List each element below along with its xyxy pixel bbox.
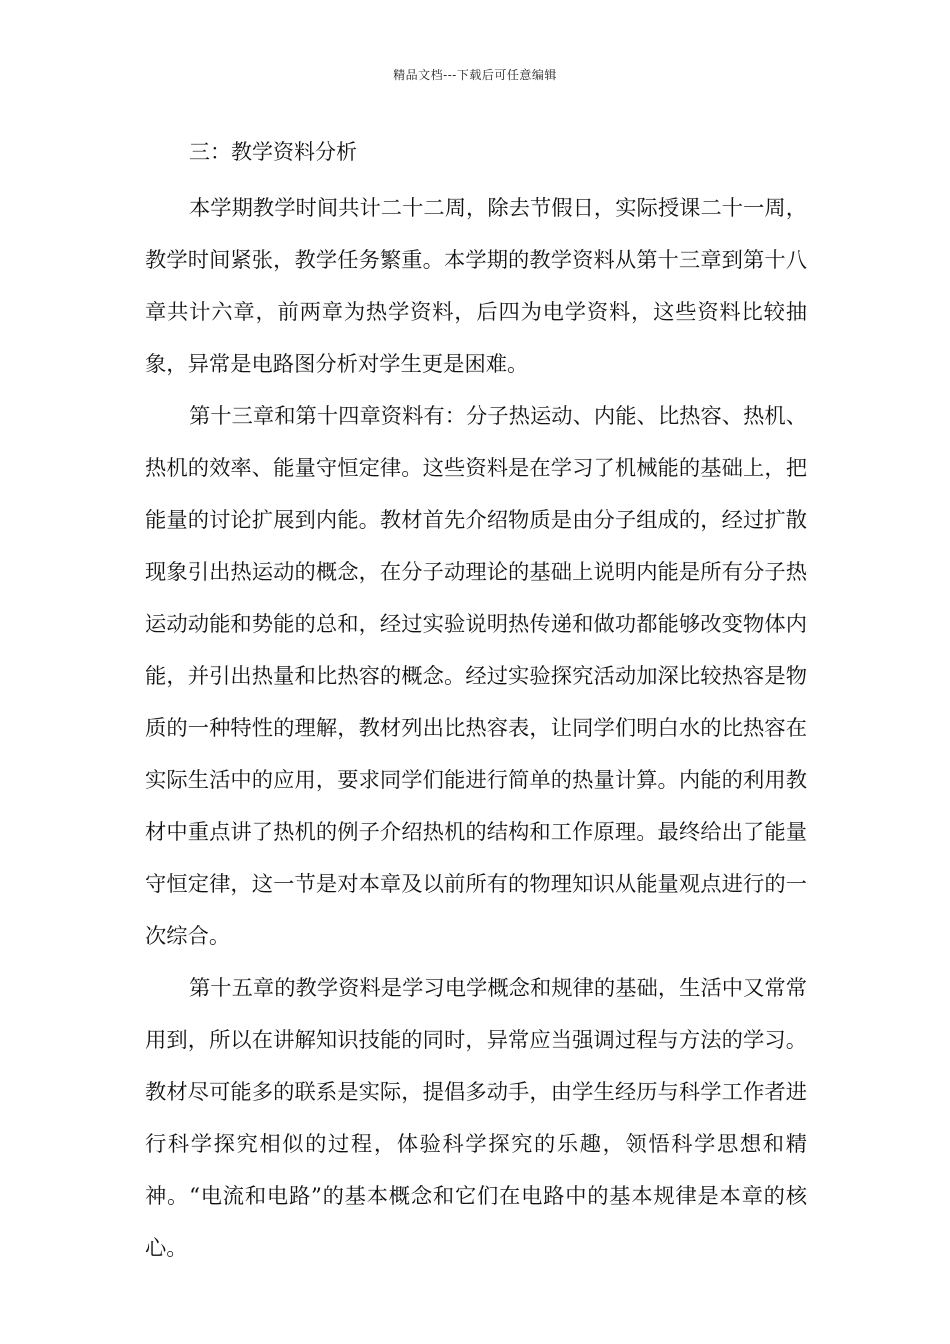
paragraph-1: 本学期教学时间共计二十二周，除去节假日，实际授课二十一周，教学时间紧张，教学任务繁重。本学期的教学资料从第十三章到第十八章共计六章，前两章为热学资料，后四为电学资料，这些资料比较抽象，异常是电路图分析对学生更是困难。: [145, 196, 807, 377]
document-body: [145, 131, 807, 1275]
paragraph-3: 第十五章的教学资料是学习电学概念和规律的基础，生活中又常常用到，所以在讲解知识技能的同时，异常应当强调过程与方法的学习。教材尽可能多的联系是实际，提倡多动手，由学生经历与科学工作者进行科学探究相似的过程，体验科学探究的乐趣，领悟科学思想和精神。“电流和电路”的基本概念和它们在电路中的基本规律是本章的核心。: [145, 976, 807, 1261]
page-header: 精品文档---下载后可任意编辑: [393, 68, 557, 82]
paragraph-2: 第十三章和第十四章资料有：分子热运动、内能、比热容、热机、热机的效率、能量守恒定律。这些资料是在学习了机械能的基础上，把能量的讨论扩展到内能。教材首先介绍物质是由分子组成的，经过扩散现象引出热运动的概念，在分子动理论的基础上说明内能是所有分子热运动动能和势能的总和，经过实验说明热传递和做功都能够改变物体内能，并引出热量和比热容的概念。经过实验探究活动加深比较热容是物质的一种特性的理解，教材列出比热容表，让同学们明白水的比热容在实际生活中的应用，要求同学们能进行简单的热量计算。内能的利用教材中重点讲了热机的例子介绍热机的结构和工作原理。最终给出了能量守恒定律，这一节是对本章及以前所有的物理知识从能量观点进行的一次综合。: [145, 404, 807, 949]
section-heading: 三：教学资料分析: [189, 140, 357, 164]
